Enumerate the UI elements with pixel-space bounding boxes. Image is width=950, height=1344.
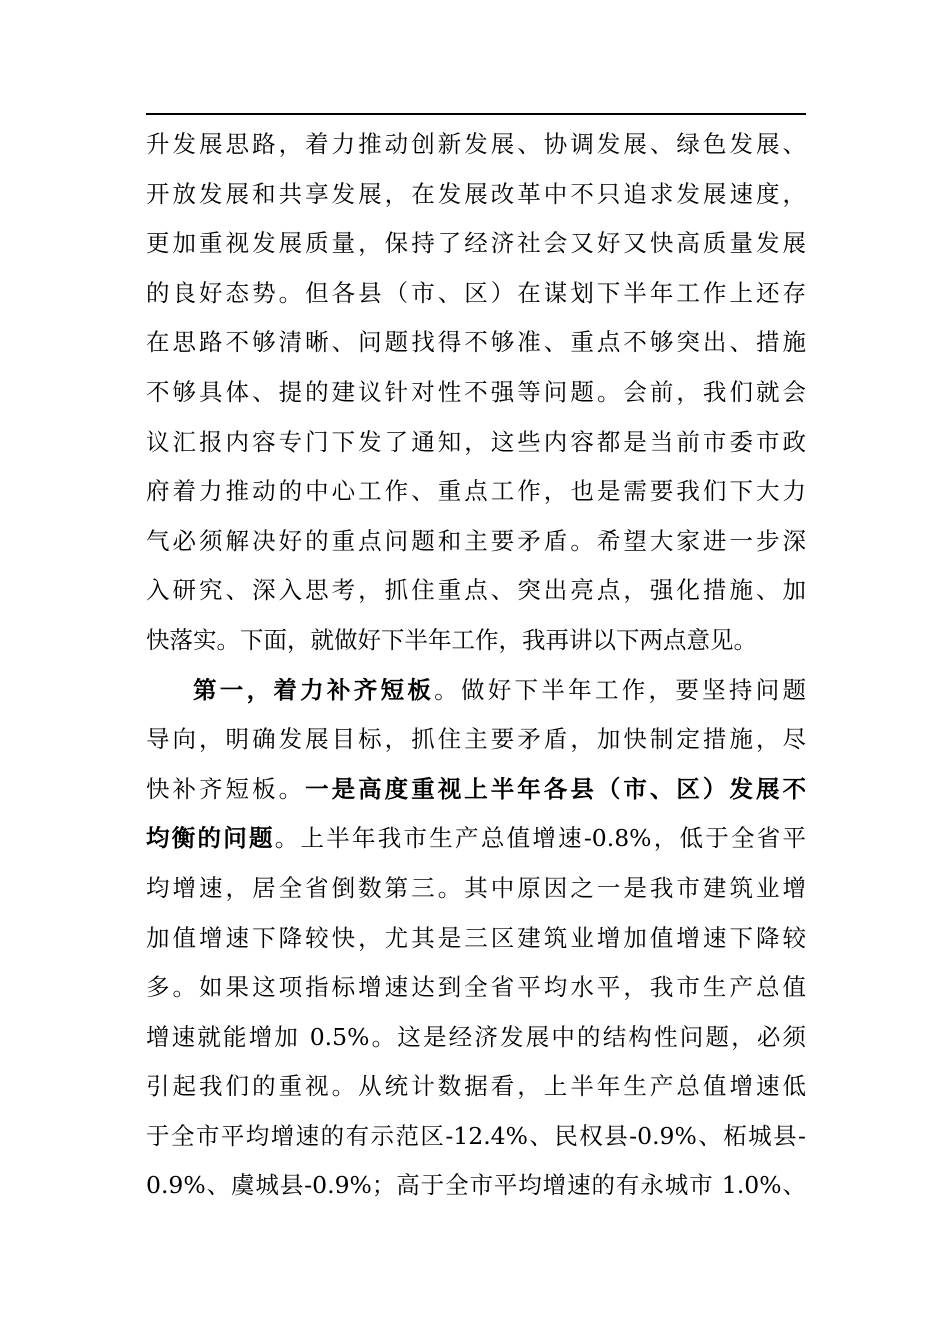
bold-text-run: 第一，着力补齐短板 xyxy=(193,675,435,704)
text-run: 不够具体、提的建议针对性不强等问题。会前，我们就会 xyxy=(146,377,806,406)
text-line xyxy=(146,566,806,616)
text-run: 于全市平均增速的有示范区-12.4%、民权县-0.9%、柘城县- xyxy=(146,1121,806,1150)
text-line xyxy=(146,963,806,1013)
text-line xyxy=(146,269,806,319)
text-run: 在思路不够清晰、问题找得不够准、重点不够突出、措施 xyxy=(146,328,806,357)
text-run: 0.9%、虞城县-0.9%；高于全市平均增速的有永城市 1.0%、 xyxy=(146,1171,806,1200)
text-run: 增速就能增加 0.5%。这是经济发展中的结构性问题，必须 xyxy=(146,1022,806,1051)
header-rule xyxy=(146,113,806,115)
document-body xyxy=(146,120,806,1211)
text-run: 多。如果这项指标增速达到全省平均水平，我市生产总值 xyxy=(146,973,806,1002)
text-line xyxy=(146,616,806,666)
text-run: 均增速，居全省倒数第三。其中原因之一是我市建筑业增 xyxy=(146,873,806,902)
text-line xyxy=(146,1161,806,1211)
text-run: 。上半年我市生产总值增速-0.8%，低于全省平 xyxy=(274,824,806,853)
text-run: 府着力推动的中心工作、重点工作，也是需要我们下大力 xyxy=(146,477,806,506)
text-line xyxy=(146,219,806,269)
paragraph-continuation xyxy=(146,120,806,666)
text-run: 更加重视发展质量，保持了经济社会又好又快高质量发展 xyxy=(146,229,806,258)
text-run: 快补齐短板。 xyxy=(146,774,306,803)
bold-text-run: 一是高度重视上半年各县（市、区）发展不 xyxy=(305,774,806,803)
text-line xyxy=(146,914,806,964)
text-line xyxy=(146,1013,806,1063)
text-line xyxy=(146,864,806,914)
text-line xyxy=(146,170,806,220)
text-run: 开放发展和共享发展，在发展改革中不只追求发展速度， xyxy=(146,179,806,208)
text-run: 引起我们的重视。从统计数据看，上半年生产总值增速低 xyxy=(146,1072,806,1101)
text-run: 快落实。下面，就做好下半年工作，我再讲以下两点意见。 xyxy=(146,625,757,654)
text-line xyxy=(146,666,806,716)
text-line xyxy=(146,1062,806,1112)
text-line xyxy=(146,368,806,418)
text-line xyxy=(146,418,806,468)
text-run: 入研究、深入思考，抓住重点、突出亮点，强化措施、加 xyxy=(146,576,806,605)
text-line xyxy=(146,517,806,567)
text-line xyxy=(146,814,806,864)
text-run: 导向，明确发展目标，抓住主要矛盾，加快制定措施，尽 xyxy=(146,725,806,754)
paragraph-first-point xyxy=(146,666,806,1212)
text-run: 的良好态势。但各县（市、区）在谋划下半年工作上还存 xyxy=(146,278,806,307)
text-line xyxy=(146,715,806,765)
text-line xyxy=(146,120,806,170)
text-run: 升发展思路，着力推动创新发展、协调发展、绿色发展、 xyxy=(146,130,806,158)
text-run: 气必须解决好的重点问题和主要矛盾。希望大家进一步深 xyxy=(146,526,806,555)
bold-text-run: 均衡的问题 xyxy=(146,824,275,853)
text-run: 加值增速下降较快，尤其是三区建筑业增加值增速下降较 xyxy=(146,923,806,952)
text-line xyxy=(146,765,806,815)
text-line xyxy=(146,467,806,517)
text-line xyxy=(146,1112,806,1162)
text-run: 。做好下半年工作，要坚持问题 xyxy=(434,675,806,704)
text-line xyxy=(146,318,806,368)
text-run: 议汇报内容专门下发了通知，这些内容都是当前市委市政 xyxy=(146,427,806,456)
